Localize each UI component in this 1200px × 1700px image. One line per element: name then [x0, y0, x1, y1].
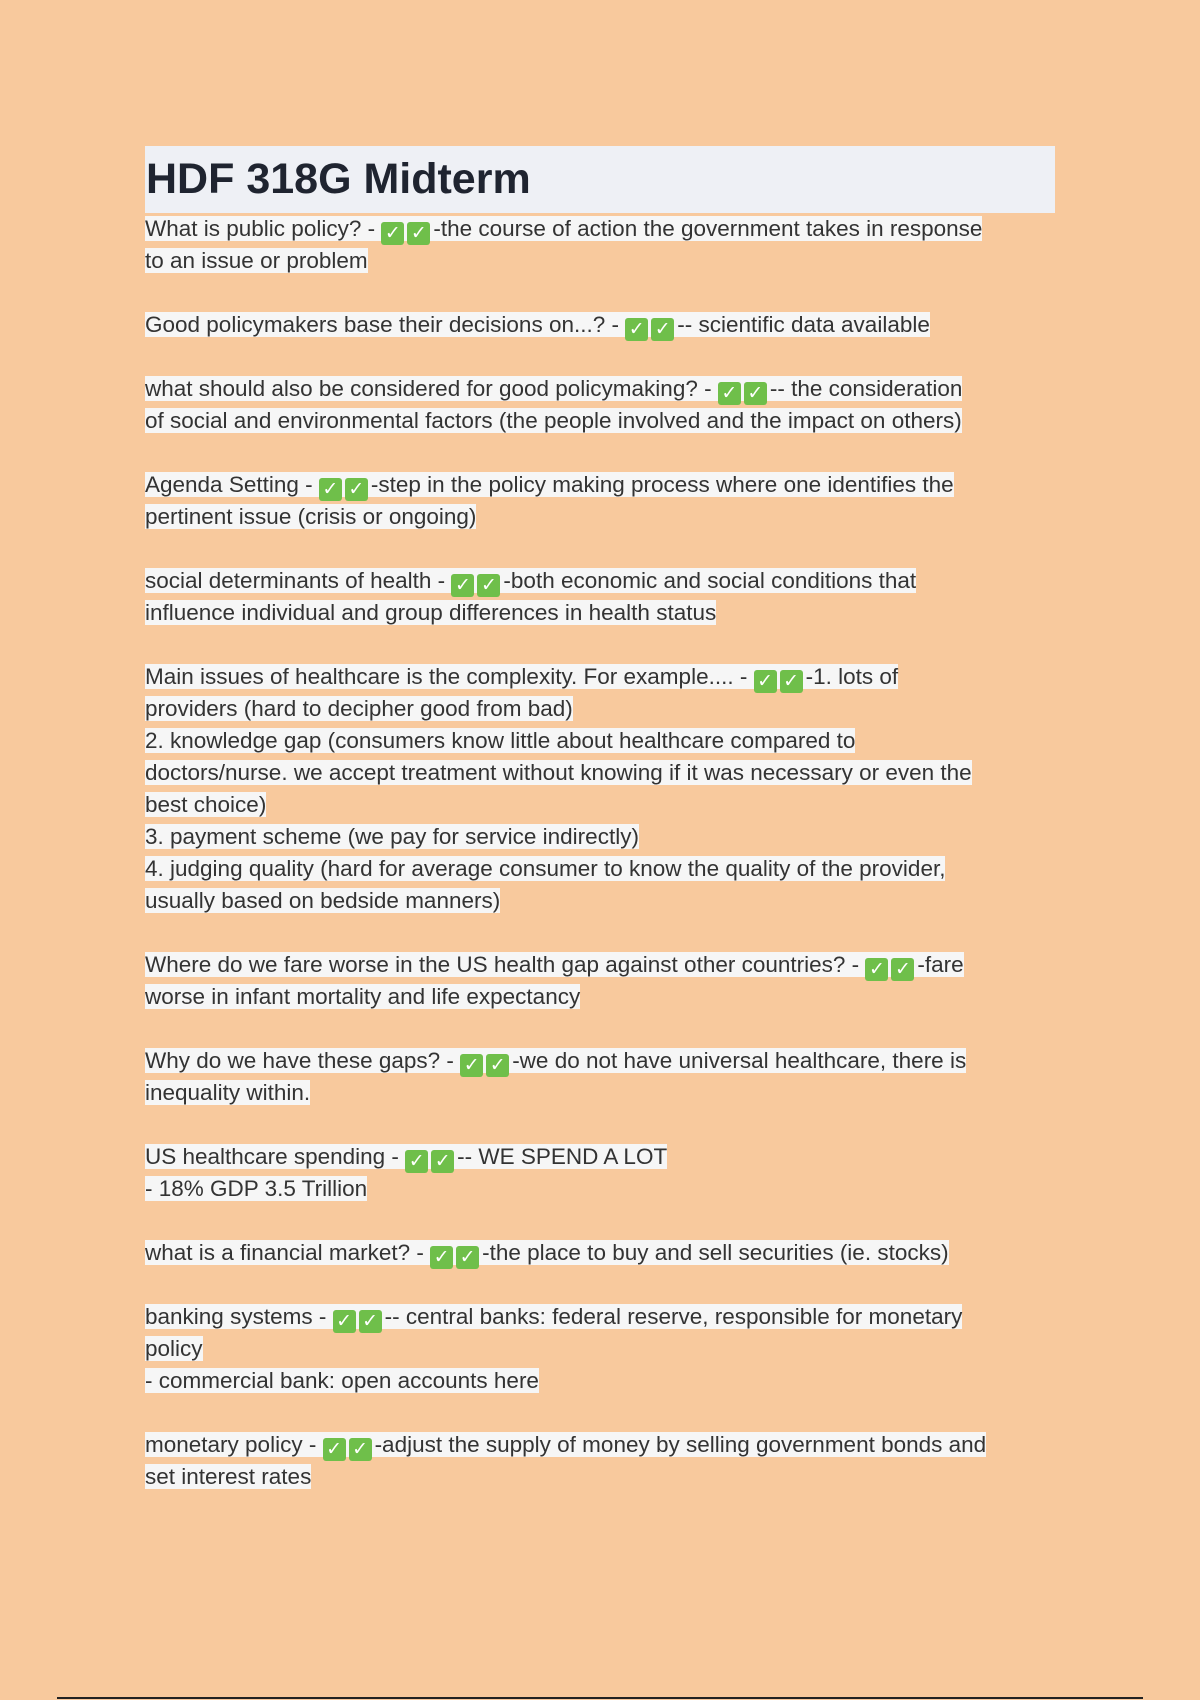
qa-definition-line [145, 789, 1055, 821]
highlighted-text [145, 1368, 539, 1393]
qa-definition-line [145, 853, 1055, 885]
highlighted-text [145, 504, 476, 529]
check-mark-icon: ✓ [381, 222, 404, 245]
qa-definition-line [145, 1333, 1055, 1365]
highlighted-text [145, 664, 899, 692]
qa-definition-text: -the place to buy and sell securities (ie. stocks) [482, 1240, 949, 1265]
qa-first-line [145, 469, 1055, 501]
qa-definition-line [145, 981, 1055, 1013]
highlighted-text [145, 1336, 203, 1361]
qa-definition-text: doctors/nurse. we accept treatment without knowing if it was necessary or even the [145, 760, 972, 785]
highlighted-text [145, 1080, 310, 1105]
qa-definition-line [145, 1365, 1055, 1397]
qa-definition-text: best choice) [145, 792, 267, 817]
bottom-divider [57, 1697, 1143, 1699]
title-box [145, 146, 1055, 213]
qa-definition-text: -- WE SPEND A LOT [457, 1144, 668, 1169]
qa-definition-line [145, 693, 1055, 725]
qa-entry [145, 1045, 1055, 1109]
qa-list [145, 213, 1055, 1493]
check-mark-icon: ✓ [744, 382, 767, 405]
qa-definition-text: -the course of action the government takes in response [433, 216, 983, 241]
qa-entry [145, 309, 1055, 341]
qa-first-line [145, 1237, 1055, 1269]
qa-definition-line [145, 245, 1055, 277]
qa-definition-text: worse in infant mortality and life expectancy [145, 984, 581, 1009]
qa-definition-text: -we do not have universal healthcare, there is [512, 1048, 967, 1073]
check-mark-icon: ✓ [349, 1438, 372, 1461]
qa-definition-line [145, 1173, 1055, 1205]
highlighted-text [145, 888, 500, 913]
qa-term: social determinants of health - [145, 568, 452, 593]
highlighted-text [145, 472, 954, 500]
highlighted-text [145, 376, 963, 404]
qa-term: Agenda Setting - [145, 472, 319, 497]
highlighted-text [145, 760, 972, 785]
qa-first-line [145, 1429, 1055, 1461]
qa-definition-text: influence individual and group differences in health status [145, 600, 717, 625]
check-mark-icon: ✓ [451, 574, 474, 597]
qa-definition-text: inequality within. [145, 1080, 311, 1105]
qa-definition-text: - 18% GDP 3.5 Trillion [145, 1176, 368, 1201]
page-title: HDF 318G Midterm [146, 155, 531, 203]
qa-term: Good policymakers base their decisions on...? - [145, 312, 626, 337]
highlighted-text [145, 1144, 668, 1172]
highlighted-text [145, 1304, 963, 1332]
qa-definition-line [145, 597, 1055, 629]
qa-first-line [145, 1045, 1055, 1077]
highlighted-text [145, 1048, 967, 1076]
qa-definition-line [145, 885, 1055, 917]
qa-entry [145, 1237, 1055, 1269]
check-mark-icon: ✓ [754, 670, 777, 693]
qa-definition-line [145, 1077, 1055, 1109]
qa-definition-text: policy [145, 1336, 203, 1361]
qa-entry [145, 1429, 1055, 1493]
qa-term: what should also be considered for good policymaking? - [145, 376, 718, 401]
check-mark-icon: ✓ [891, 958, 914, 981]
qa-term: banking systems - [145, 1304, 333, 1329]
qa-entry [145, 661, 1055, 917]
highlighted-text [145, 600, 716, 625]
highlighted-text [145, 408, 962, 433]
qa-term: Main issues of healthcare is the complexity. For example.... - [145, 664, 754, 689]
check-mark-icon: ✓ [780, 670, 803, 693]
qa-first-line [145, 213, 1055, 245]
highlighted-text [145, 1176, 367, 1201]
qa-entry [145, 1301, 1055, 1397]
qa-definition-text: set interest rates [145, 1464, 312, 1489]
qa-term: US healthcare spending - [145, 1144, 406, 1169]
check-mark-icon: ✓ [651, 318, 674, 341]
check-mark-icon: ✓ [345, 478, 368, 501]
qa-entry [145, 949, 1055, 1013]
qa-definition-text: to an issue or problem [145, 248, 368, 273]
qa-term: Why do we have these gaps? - [145, 1048, 461, 1073]
check-mark-icon: ✓ [430, 1246, 453, 1269]
qa-first-line [145, 661, 1055, 693]
highlighted-text [145, 1464, 311, 1489]
qa-term: Where do we fare worse in the US health gap against other countries? - [145, 952, 866, 977]
qa-entry [145, 373, 1055, 437]
highlighted-text [145, 568, 917, 596]
qa-definition-line [145, 821, 1055, 853]
check-mark-icon: ✓ [486, 1054, 509, 1077]
highlighted-text [145, 856, 945, 881]
qa-definition-text: -fare [917, 952, 964, 977]
qa-definition-line [145, 725, 1055, 757]
check-mark-icon: ✓ [460, 1054, 483, 1077]
qa-definition-line [145, 501, 1055, 533]
check-mark-icon: ✓ [718, 382, 741, 405]
qa-term: What is public policy? - [145, 216, 382, 241]
qa-definition-text: -step in the policy making process where one identifies the [370, 472, 954, 497]
check-mark-icon: ✓ [359, 1310, 382, 1333]
highlighted-text [145, 248, 368, 273]
qa-entry [145, 1141, 1055, 1205]
check-mark-icon: ✓ [456, 1246, 479, 1269]
qa-definition-text: -- central banks: federal reserve, responsible for monetary [384, 1304, 963, 1329]
highlighted-text [145, 1432, 987, 1460]
qa-definition-text: -both economic and social conditions that [503, 568, 917, 593]
highlighted-text [145, 312, 930, 340]
highlighted-text [145, 1240, 949, 1268]
qa-definition-text: - commercial bank: open accounts here [145, 1368, 539, 1393]
check-mark-icon: ✓ [407, 222, 430, 245]
qa-definition-text: -1. lots of [805, 664, 899, 689]
qa-term: monetary policy - [145, 1432, 323, 1457]
qa-first-line [145, 565, 1055, 597]
qa-first-line [145, 1301, 1055, 1333]
qa-term: what is a financial market? - [145, 1240, 431, 1265]
qa-entry [145, 213, 1055, 277]
check-mark-icon: ✓ [319, 478, 342, 501]
check-mark-icon: ✓ [477, 574, 500, 597]
highlighted-text [145, 792, 266, 817]
highlighted-text [145, 728, 855, 753]
highlighted-text [145, 216, 983, 244]
qa-first-line [145, 1141, 1055, 1173]
qa-definition-text: -- scientific data available [677, 312, 930, 337]
highlighted-text [145, 824, 639, 849]
qa-first-line [145, 373, 1055, 405]
qa-definition-text: 4. judging quality (hard for average consumer to know the quality of the provider, [145, 856, 946, 881]
qa-definition-line [145, 405, 1055, 437]
qa-definition-text: usually based on bedside manners) [145, 888, 501, 913]
check-mark-icon: ✓ [625, 318, 648, 341]
check-mark-icon: ✓ [333, 1310, 356, 1333]
qa-definition-line [145, 757, 1055, 789]
qa-definition-text: -- the consideration [769, 376, 963, 401]
qa-entry [145, 469, 1055, 533]
check-mark-icon: ✓ [323, 1438, 346, 1461]
qa-definition-text: -adjust the supply of money by selling government bonds and [374, 1432, 987, 1457]
highlighted-text [145, 984, 580, 1009]
check-mark-icon: ✓ [431, 1150, 454, 1173]
qa-first-line [145, 309, 1055, 341]
document-page [145, 146, 1055, 1525]
qa-first-line [145, 949, 1055, 981]
qa-definition-text: 3. payment scheme (we pay for service indirectly) [145, 824, 639, 849]
qa-entry [145, 565, 1055, 629]
highlighted-text [145, 696, 573, 721]
check-mark-icon: ✓ [865, 958, 888, 981]
highlighted-text [145, 952, 964, 980]
qa-definition-line [145, 1461, 1055, 1493]
qa-definition-text: providers (hard to decipher good from bad) [145, 696, 573, 721]
qa-definition-text: of social and environmental factors (the people involved and the impact on others) [145, 408, 962, 433]
qa-definition-text: pertinent issue (crisis or ongoing) [145, 504, 477, 529]
check-mark-icon: ✓ [405, 1150, 428, 1173]
qa-definition-text: 2. knowledge gap (consumers know little about healthcare compared to [145, 728, 856, 753]
